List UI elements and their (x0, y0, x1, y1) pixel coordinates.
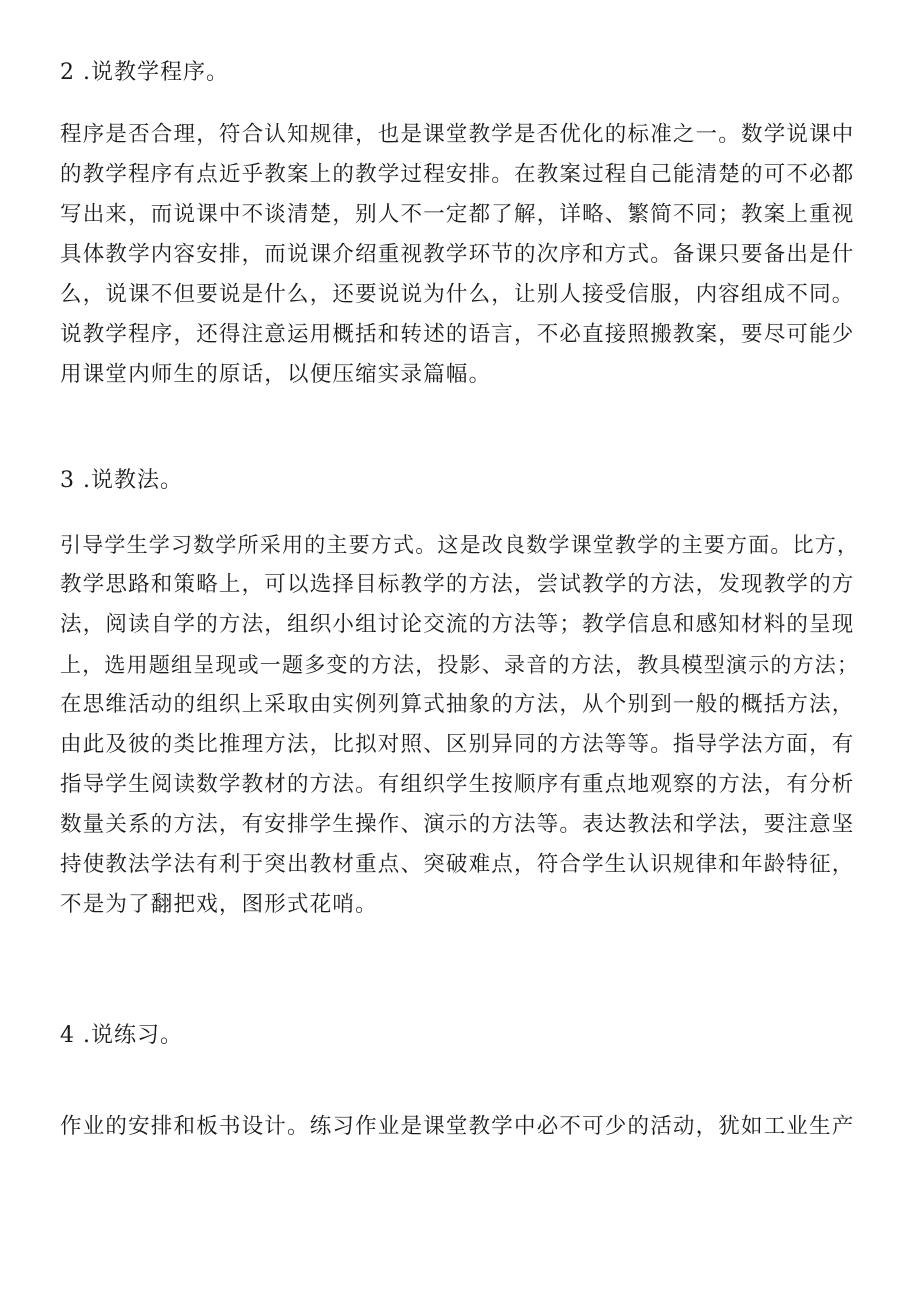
section-paragraph-4 (60, 1107, 860, 1147)
paragraph-line: 写出来，而说课中不谈清楚，别人不一定都了解，详略、繁简不同；教案上重视 (60, 202, 855, 227)
paragraph-line: 程序是否合理，符合认知规律，也是课堂教学是否优化的标准之一。数学说课中 (60, 122, 855, 147)
paragraph-line: 教学思路和策略上，可以选择目标教学的方法，尝试教学的方法，发现教学的方 (60, 572, 855, 597)
section-heading-2: 2 .说教学程序。 (60, 60, 229, 85)
paragraph-line: 持使教法学法有利于突出教材重点、突破难点，符合学生认识规律和年龄特征， (60, 852, 855, 877)
paragraph-line: 用课堂内师生的原话，以便压缩实录篇幅。 (60, 362, 492, 387)
paragraph-line: 数量关系的方法，有安排学生操作、演示的方法等。表达教法和学法，要注意坚 (60, 812, 855, 837)
paragraph-line: 作业的安排和板书设计。练习作业是课堂教学中必不可少的活动，犹如工业生产 (60, 1114, 855, 1139)
paragraph-line: 不是为了翻把戏，图形式花哨。 (60, 892, 378, 917)
section-paragraph-2 (60, 115, 860, 395)
paragraph-line: 的教学程序有点近乎教案上的教学过程安排。在教案过程自己能清楚的可不必都 (60, 162, 855, 187)
paragraph-line: 指导学生阅读数学教材的方法。有组织学生按顺序有重点地观察的方法，有分析 (60, 772, 855, 797)
paragraph-line: 引导学生学习数学所采用的主要方式。这是改良数学课堂教学的主要方面。比方， (60, 533, 860, 557)
section-heading-4: 4 .说练习。 (60, 1023, 183, 1048)
paragraph-line: 法，阅读自学的方法，组织小组讨论交流的方法等；教学信息和感知材料的呈现 (60, 612, 855, 637)
section-paragraph-3 (60, 525, 860, 925)
paragraph-line: 说教学程序，还得注意运用概括和转述的语言，不必直接照搬教案，要尽可能少 (60, 322, 855, 347)
section-heading-3: 3 .说教法。 (60, 468, 183, 493)
paragraph-line: 上，选用题组呈现或一题多变的方法，投影、录音的方法，教具模型演示的方法； (60, 653, 860, 677)
paragraph-line: 么，说课不但要说是什么，还要说说为什么，让别人接受信服，内容组成不同。 (60, 282, 855, 307)
paragraph-line: 具体教学内容安排，而说课介绍重视教学环节的次序和方式。备课只要备出是什 (60, 242, 855, 267)
paragraph-line: 由此及彼的类比推理方法，比拟对照、区别异同的方法等等。指导学法方面，有 (60, 732, 855, 757)
paragraph-line: 在思维活动的组织上采取由实例列算式抽象的方法，从个别到一般的概括方法， (60, 692, 855, 717)
